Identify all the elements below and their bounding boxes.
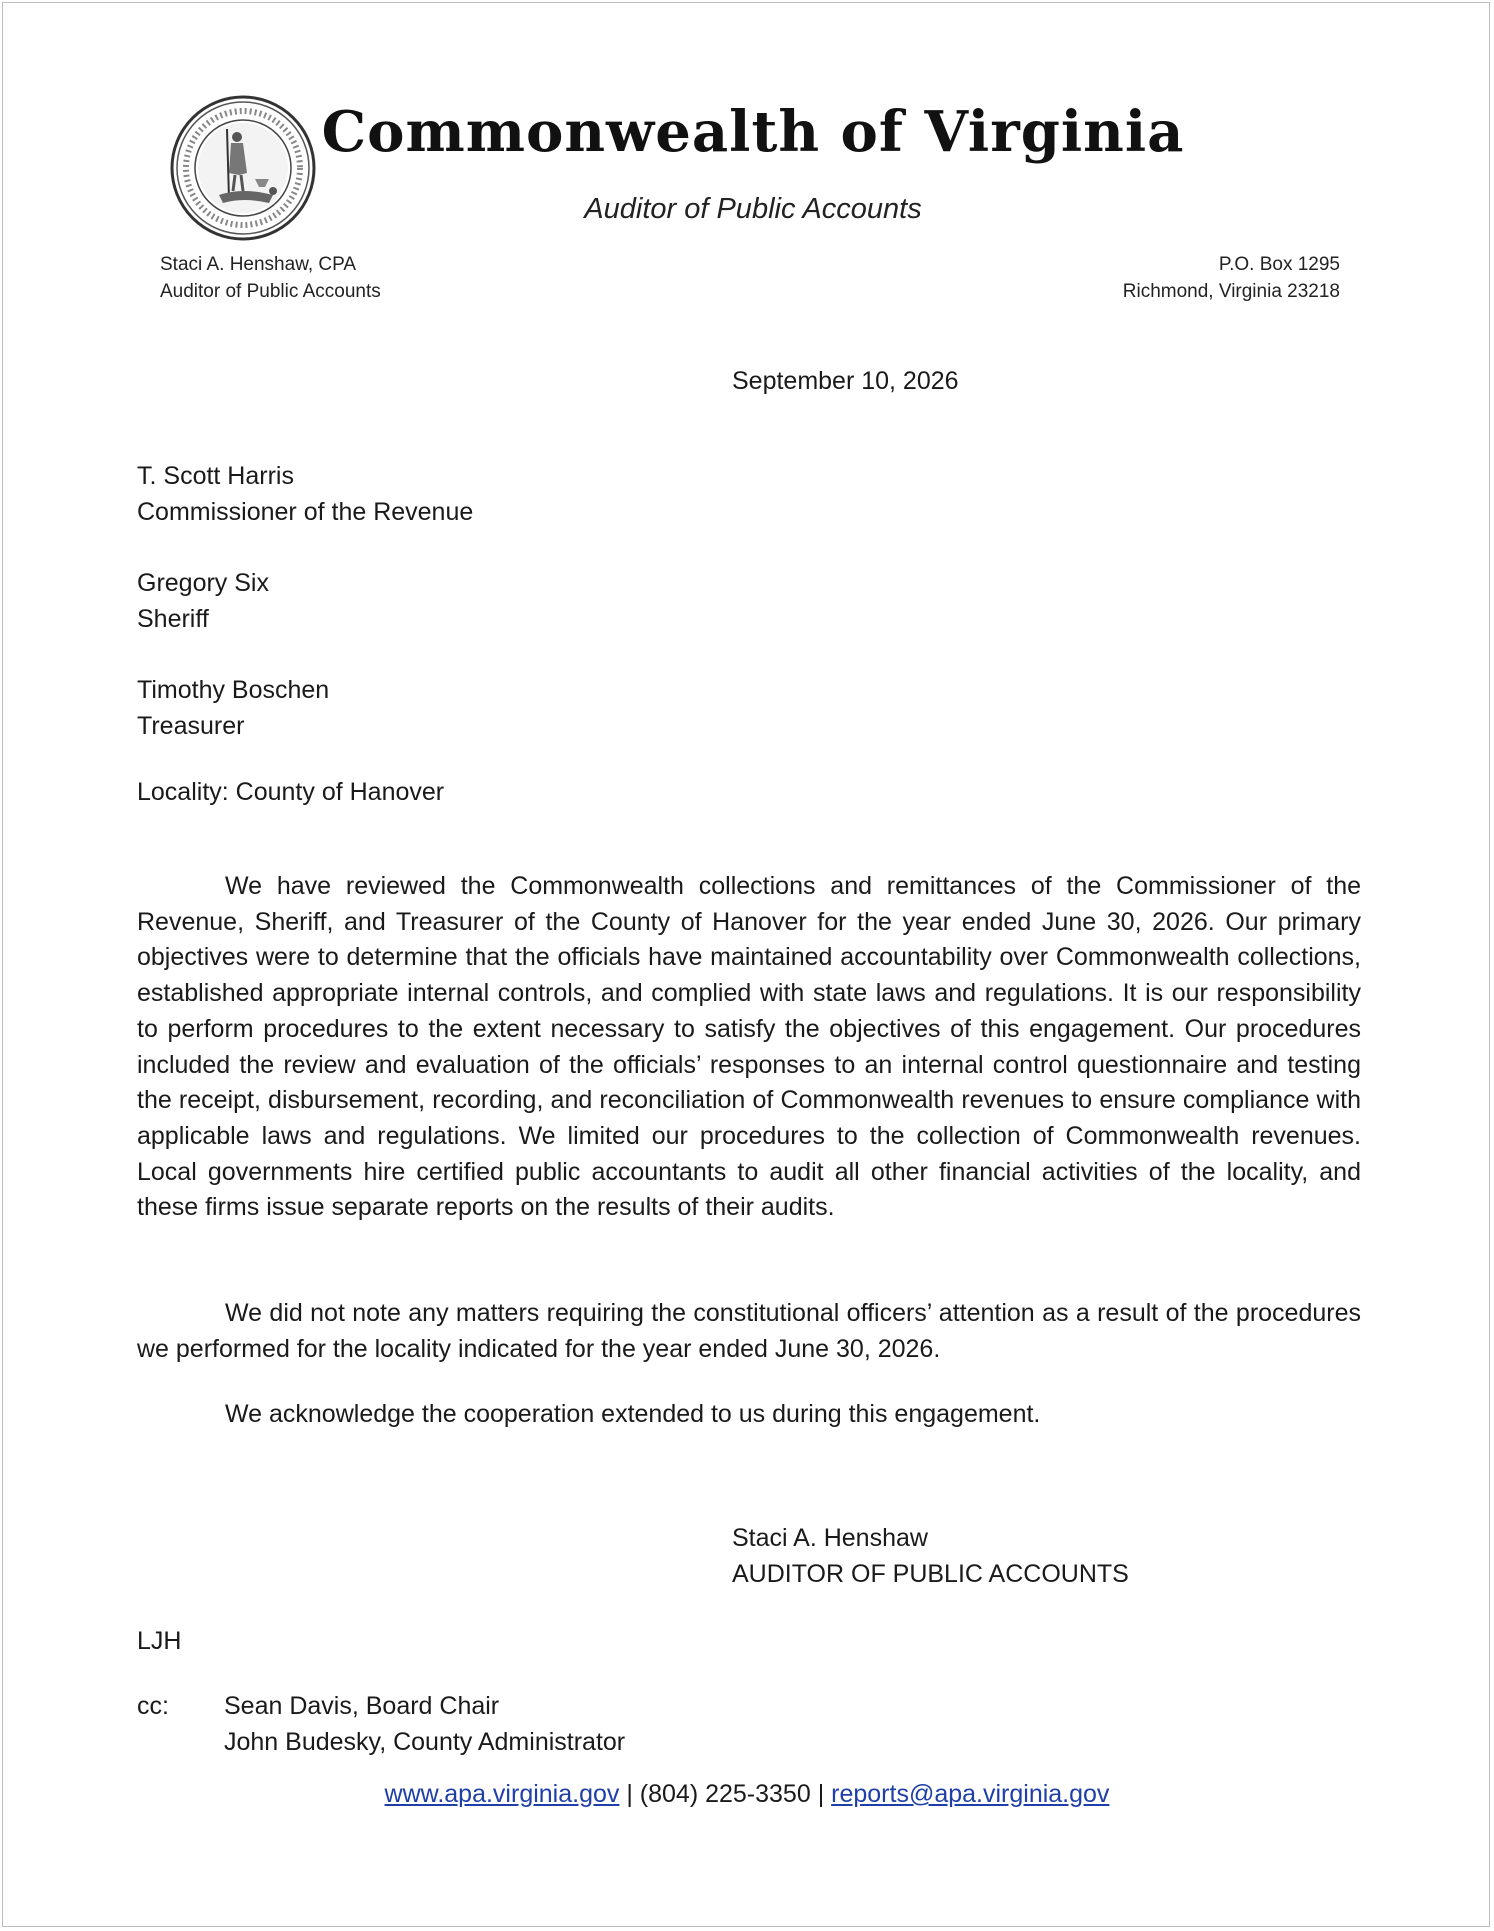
auditor-name: Staci A. Henshaw, CPA: [160, 254, 357, 275]
signatory-name: Staci A. Henshaw: [732, 1524, 928, 1552]
preparer-initials: LJH: [137, 1627, 182, 1655]
recipient-title: Sheriff: [137, 604, 209, 633]
locality-line: Locality: County of Hanover: [137, 778, 445, 806]
recipient-name: Timothy Boschen: [137, 676, 330, 704]
cc-label: cc:: [137, 1692, 169, 1720]
signature-block: [732, 1521, 1232, 1592]
recipient-1: [137, 459, 837, 530]
recipient-name: T. Scott Harris: [137, 462, 294, 490]
body-paragraph-1: We have reviewed the Commonwealth collections and remittances of the Commissioner of the Revenue, Sheriff, and Treasurer of the County of Hanover for the year ended June 30, 2026. Our primary objectives were to determine that the officials have maintained accountability over Commonwealth collections, established appropriate internal controls, and complied with state laws and regulations. It is our responsibility to perform procedures to the extent necessary to satisfy the objectives of this engagement. Our procedures included the review and evaluation of the officials’ responses to an internal control questionnaire and testing the receipt, disbursement, recording, and reconciliation of Commonwealth revenues to ensure compliance with applicable laws and regulations. We limited our procedures to the collection of Commonwealth revenues. Local governments hire certified public accountants to audit all other financial activities of the locality, and these firms issue separate reports on the results of their audits.: [137, 872, 1361, 1222]
letter-date: September 10, 2026: [732, 367, 959, 395]
recipient-2: [137, 566, 837, 637]
cc-recipient: John Budesky, County Administrator: [224, 1727, 626, 1756]
phone-number: (804) 225-3350: [639, 1780, 811, 1808]
virginia-seal-icon: [169, 91, 317, 245]
auditor-title: Auditor of Public Accounts: [160, 281, 381, 302]
recipient-3: [137, 673, 837, 744]
po-box: P.O. Box 1295: [1218, 254, 1340, 275]
email-link[interactable]: reports@apa.virginia.gov: [831, 1780, 1110, 1808]
footer-separator: |: [810, 1780, 832, 1808]
letter-page: [2, 2, 1490, 1927]
body-paragraph-3: We acknowledge the cooperation extended to us during this engagement.: [225, 1400, 1041, 1428]
recipient-title: Commissioner of the Revenue: [137, 497, 474, 526]
signatory-title: AUDITOR OF PUBLIC ACCOUNTS: [732, 1559, 1129, 1588]
recipient-name: Gregory Six: [137, 569, 269, 597]
city-state-zip: Richmond, Virginia 23218: [1122, 281, 1340, 302]
auditor-name-block: [160, 251, 560, 305]
footer-contact: [3, 1780, 1491, 1809]
cc-list: [224, 1689, 924, 1760]
recipient-title: Treasurer: [137, 711, 245, 740]
website-link[interactable]: www.apa.virginia.gov: [384, 1780, 620, 1808]
letterhead-title: Commonwealth of Virginia: [321, 99, 1185, 165]
footer-separator: |: [619, 1780, 640, 1808]
cc-recipient: Sean Davis, Board Chair: [224, 1692, 500, 1720]
letterhead-subtitle: Auditor of Public Accounts: [584, 193, 922, 225]
body-paragraph-2: We did not note any matters requiring the constitutional officers’ attention as a result of the procedures we performed for the locality indicated for the year ended June 30, 2026.: [137, 1299, 1361, 1363]
mailing-address-block: [1003, 251, 1340, 305]
